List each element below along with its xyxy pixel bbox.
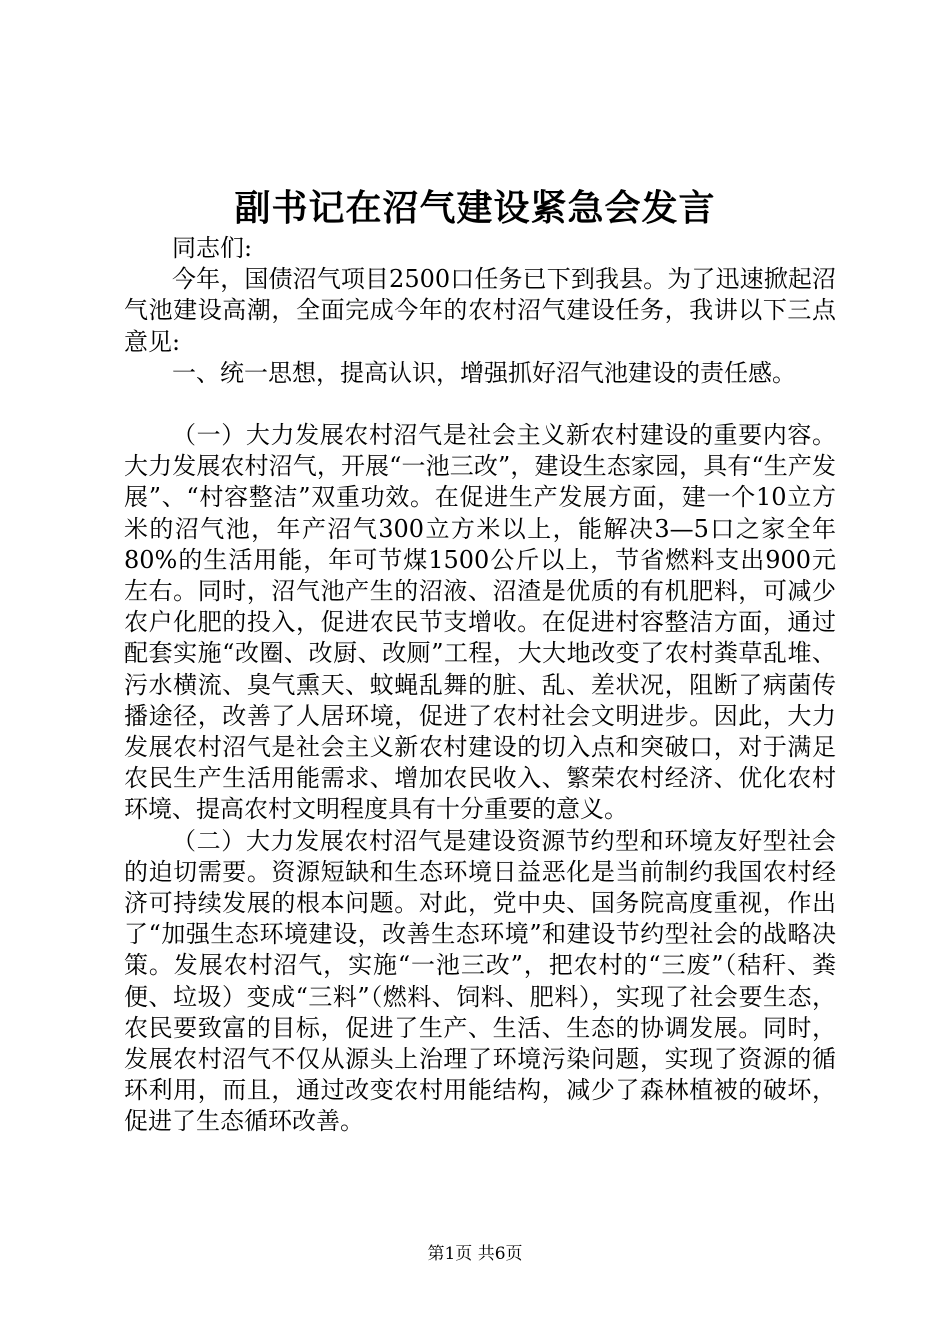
salutation: 同志们: xyxy=(172,234,253,262)
page-number-footer: 第1页 共6页 xyxy=(427,1244,523,1264)
subsection-paragraph-2: （二）大力发展农村沼气是建设资源节约型和环境友好型社会的迫切需要。资源短缺和生态环境日益恶化是当前制约我国农村经济可持续发展的根本问题。对此，党中央、国务院高度重视，作出了“加强生态环境建设，改善生态环境”和建设节约型社会的战略决策。发展农村沼气，实施“一池三改”，把农村的“三废”（秸秆、粪便、垃圾）变成“三料”（燃料、饲料、肥料），实现了社会要生态，农民要致富的目标，促进了生产、生活、生态的协调发展。同时，发展农村沼气不仅从源头上治理了环境污染问题，实现了资源的循环利用，而且，通过改变农村用能结构，减少了森林植被的破坏，促进了生态循环改善。 xyxy=(124,826,836,1136)
document-body xyxy=(124,233,836,1138)
section-heading-1: 一、统一思想，提高认识，增强抓好沼气池建设的责任感。 xyxy=(172,358,796,387)
subsection-paragraph-1: （一）大力发展农村沼气是社会主义新农村建设的重要内容。大力发展农村沼气，开展“一池三改”，建设生态家园，具有“生产发展”、“村容整洁”双重功效。在促进生产发展方面，建一个10立方米的沼气池，年产沼气300立方米以上，能解决3—5口之家全年80%的生活用能，年可节煤1500公斤以上，节省燃料支出900元左右。同时，沼气池产生的沼液、沼渣是优质的有机肥料，可减少农户化肥的投入，促进农民节支增收。在促进村容整洁方面，通过配套实施“改圈、改厨、改厕”工程，大大地改变了农村粪草乱堆、污水横流、臭气熏天、蚊蝇乱舞的脏、乱、差状况，阻断了病菌传播途径，改善了人居环境，促进了农村社会文明进步。因此，大力发展农村沼气是社会主义新农村建设的切入点和突破口，对于满足农民生产生活用能需求、增加农民收入、繁荣农村经济、优化农村环境、提高农村文明程度具有十分重要的意义。 xyxy=(124,421,836,824)
intro-paragraph: 今年，国债沼气项目2500口任务已下到我县。为了迅速掀起沼气池建设高潮，全面完成今年的农村沼气建设任务，我讲以下三点意见: xyxy=(124,265,836,356)
document-title: 副书记在沼气建设紧急会发言 xyxy=(234,187,716,229)
